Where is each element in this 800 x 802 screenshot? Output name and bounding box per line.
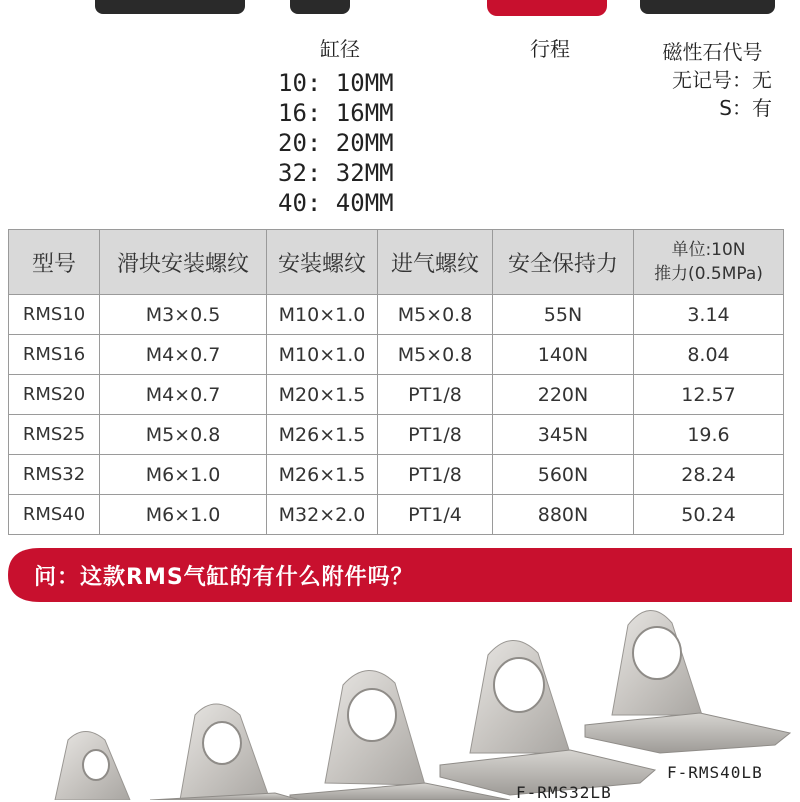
th-thrust-label: 推力(0.5MPa)	[654, 264, 763, 284]
product-label-32: F-RMS32LB	[516, 783, 612, 802]
bracket-20	[150, 704, 300, 800]
top-banner-strip	[0, 0, 800, 30]
th-mount-thread: 安装螺纹	[267, 230, 378, 295]
cell-holding-force: 55N	[493, 295, 634, 335]
table-row	[9, 495, 784, 535]
cell-thrust: 28.24	[634, 455, 784, 495]
table-header-row	[9, 230, 784, 295]
cell-air-thread: PT1/8	[378, 415, 493, 455]
cell-holding-force: 345N	[493, 415, 634, 455]
cell-mount-thread: M10×1.0	[267, 295, 378, 335]
cell-slider-thread: M4×0.7	[100, 335, 267, 375]
cell-slider-thread: M3×0.5	[100, 295, 267, 335]
cell-thrust: 3.14	[634, 295, 784, 335]
bore-item: 20: 20MM	[278, 129, 394, 157]
magnet-title: 磁性石代号	[662, 40, 763, 64]
cell-holding-force: 220N	[493, 375, 634, 415]
top-segment	[640, 0, 775, 14]
cell-thrust: 19.6	[634, 415, 784, 455]
cell-air-thread: PT1/8	[378, 455, 493, 495]
cell-slider-thread: M6×1.0	[100, 455, 267, 495]
stroke-title: 行程	[530, 37, 570, 61]
question-text: 问：这款RMS气缸的有什么附件吗？	[34, 565, 414, 590]
cell-mount-thread: M26×1.5	[267, 455, 378, 495]
th-air-thread: 进气螺纹	[378, 230, 493, 295]
bore-list	[278, 68, 394, 218]
bore-item: 10: 10MM	[278, 69, 394, 97]
cell-thrust: 12.57	[634, 375, 784, 415]
bracket-40	[585, 610, 790, 753]
th-holding-force: 安全保持力	[493, 230, 634, 295]
th-slider-thread: 滑块安装螺纹	[100, 230, 267, 295]
top-segment-highlight	[487, 0, 607, 16]
cell-holding-force: 140N	[493, 335, 634, 375]
cell-holding-force: 560N	[493, 455, 634, 495]
cell-model: RMS32	[9, 455, 100, 495]
cell-model: RMS40	[9, 495, 100, 535]
table-row	[9, 415, 784, 455]
cell-mount-thread: M10×1.0	[267, 335, 378, 375]
product-label-40: F-RMS40LB	[667, 763, 763, 782]
cell-mount-thread: M26×1.5	[267, 415, 378, 455]
cell-model: RMS10	[9, 295, 100, 335]
bore-item: 32: 32MM	[278, 159, 394, 187]
bore-item: 16: 16MM	[278, 99, 394, 127]
cell-model: RMS16	[9, 335, 100, 375]
cell-air-thread: M5×0.8	[378, 335, 493, 375]
cell-slider-thread: M5×0.8	[100, 415, 267, 455]
cell-slider-thread: M6×1.0	[100, 495, 267, 535]
cell-model: RMS20	[9, 375, 100, 415]
cell-mount-thread: M20×1.5	[267, 375, 378, 415]
magnet-item: 无记号：无	[672, 68, 772, 92]
cell-air-thread: M5×0.8	[378, 295, 493, 335]
cell-holding-force: 880N	[493, 495, 634, 535]
cell-model: RMS25	[9, 415, 100, 455]
top-segment	[95, 0, 245, 14]
table-row	[9, 295, 784, 335]
cell-air-thread: PT1/4	[378, 495, 493, 535]
th-model: 型号	[9, 230, 100, 295]
table-row	[9, 455, 784, 495]
bore-item: 40: 40MM	[278, 189, 394, 217]
table-row	[9, 375, 784, 415]
cell-thrust: 50.24	[634, 495, 784, 535]
magnet-item: S：有	[719, 96, 772, 120]
cell-mount-thread: M32×2.0	[267, 495, 378, 535]
cell-slider-thread: M4×0.7	[100, 375, 267, 415]
bracket-16	[55, 732, 130, 801]
bore-title: 缸径	[320, 37, 360, 61]
cell-thrust: 8.04	[634, 335, 784, 375]
spec-table	[8, 229, 784, 535]
th-thrust-unit: 单位:10N	[671, 240, 746, 260]
table-row	[9, 335, 784, 375]
th-thrust	[634, 230, 784, 295]
cell-air-thread: PT1/8	[378, 375, 493, 415]
magnet-list	[640, 66, 772, 122]
top-segment	[290, 0, 350, 14]
